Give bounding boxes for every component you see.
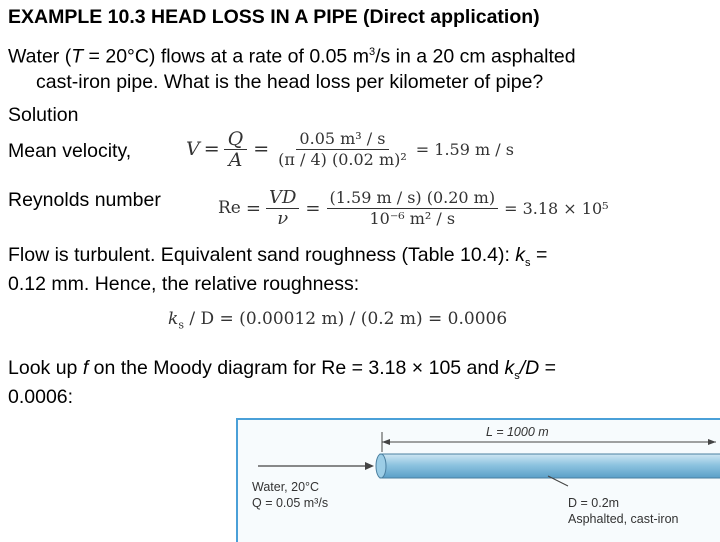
- length-arrow-right-icon: [708, 439, 716, 445]
- diameter-label: D = 0.2m: [568, 496, 620, 510]
- turbulent-line-1: Flow is turbulent. Equivalent sand roughness (Table 10.4): $k_s$ =: [8, 244, 548, 269]
- moody-line-2: 0.0006:: [8, 386, 74, 408]
- example-title: EXAMPLE 10.3 HEAD LOSS IN A PIPE (Direct application): [8, 6, 540, 28]
- pipe-inlet: [376, 454, 386, 478]
- pipe-figure: [236, 418, 720, 542]
- reynolds-equation: Re = $\frac{VD}{\nu}$ = $\frac{(1.59 m / s) (0.20 m)}{\text{10⁻⁶ m² / s}}$ = 3.18 × 10⁵: [218, 186, 609, 229]
- turbulent-line-2: 0.12 mm. Hence, the relative roughness:: [8, 273, 360, 295]
- flow-arrow-icon: [365, 462, 374, 470]
- moody-line-1: Look up f on the Moody diagram for Re = 3.18 × 105 and $k_s/D$ =: [8, 357, 557, 382]
- flow-rate-label: Q = 0.05 m³/s: [252, 496, 329, 510]
- problem-line-1: Water (T = 20°C) flows at a rate of 0.05 $m^3/s$ in a 20 cm asphalted: [8, 45, 576, 68]
- solution-label: Solution: [8, 104, 79, 126]
- relative-roughness-equation: $k_s / D = (0.00012$ m) / (0.2 m) = 0.0006: [168, 309, 508, 332]
- pipe-material-label: Asphalted, cast-iron: [568, 512, 679, 526]
- reynolds-label: Reynolds number: [8, 189, 161, 211]
- velocity-equation: V = $\frac{Q}{A}$ = $\frac{\text{0.05 m³ / s}}{\text{(π / 4) (0.02 m)²}}$ = 1.59 m / s: [186, 127, 514, 171]
- water-label: Water, 20°C: [252, 480, 320, 494]
- velocity-label: Mean velocity,: [8, 140, 132, 162]
- pipe-length-label: L = 1000 m: [486, 425, 549, 439]
- length-arrow-left-icon: [382, 439, 390, 445]
- pipe-body: [380, 454, 720, 478]
- problem-line-2: cast-iron pipe. What is the head loss per kilometer of pipe?: [36, 71, 544, 93]
